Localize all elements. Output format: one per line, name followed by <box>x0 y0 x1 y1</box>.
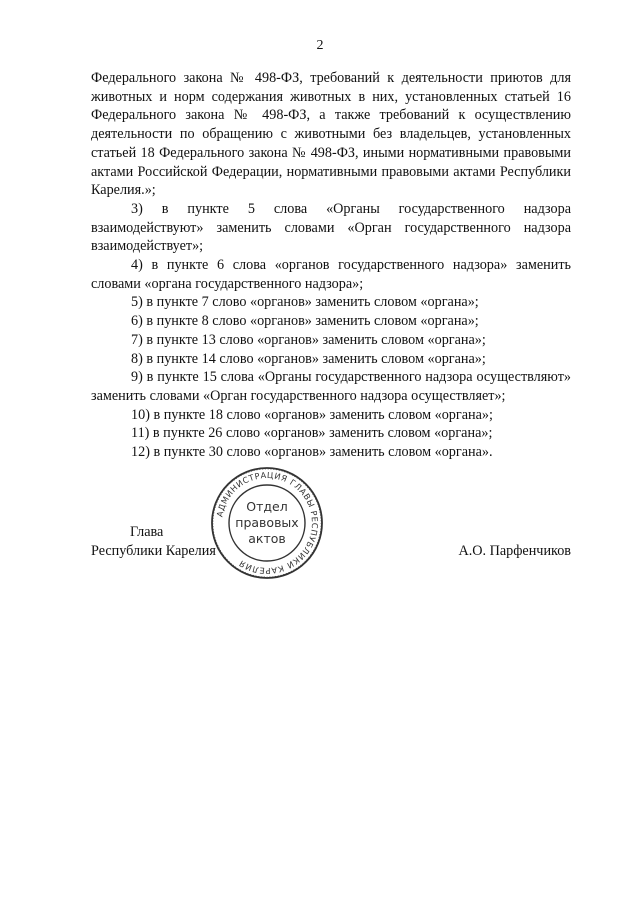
list-item-11: 11) в пункте 26 слово «органов» заменить словом «органа»; <box>131 425 493 442</box>
paragraph-continuation: Федерального закона № 498-ФЗ, требований к деятельности приютов для животных и норм содержания животных в них, установленных статьей 16 Федерального закона № 498-ФЗ, а также требований к осуществлению деятельности по обращению с животными без владельцев, установленных статьей 18 Федерального закона № 498-ФЗ, иными нормативными правовыми актами Российской Федерации, нормативными правовыми актами Республики Карелия.»; <box>91 70 571 199</box>
signature-title: Глава <box>130 524 164 540</box>
list-item-12: 12) в пункте 30 слово «органов» заменить словом «органа». <box>131 444 493 461</box>
signature-org: Республики Карелия <box>91 543 216 559</box>
official-stamp <box>210 466 324 580</box>
stamp-ring-text: АДМИНИСТРАЦИЯ ГЛАВЫ РЕСПУБЛИКИ КАРЕЛИЯ <box>214 469 321 577</box>
list-item-3: 3) в пункте 5 слова «Органы государственного надзора взаимодействуют» заменить словами «Орган государственного надзора взаимодействует»; <box>91 200 571 255</box>
list-item-5: 5) в пункте 7 слово «органов» заменить словом «органа»; <box>131 294 479 311</box>
stamp-line-1: Отдел <box>246 499 288 514</box>
stamp-line-2: правовых <box>235 515 299 530</box>
list-item-8: 8) в пункте 14 слово «органов» заменить словом «органа»; <box>131 350 486 367</box>
list-item-6: 6) в пункте 8 слово «органов» заменить словом «органа»; <box>131 313 479 330</box>
document-body <box>91 69 571 462</box>
list-item-4: 4) в пункте 6 слова «органов государственного надзора» заменить словами «органа государственного надзора»; <box>91 257 571 292</box>
list-item-10: 10) в пункте 18 слово «органов» заменить словом «органа»; <box>131 406 493 423</box>
stamp-line-3: актов <box>248 531 286 546</box>
signature-name: А.О. Парфенчиков <box>458 543 571 559</box>
list-item-7: 7) в пункте 13 слово «органов» заменить словом «органа»; <box>131 331 486 348</box>
list-item-9: 9) в пункте 15 слова «Органы государственного надзора осуществляют» заменить словами «Орган государственного надзора осуществляет»; <box>91 369 571 404</box>
page-number: 2 <box>316 38 324 53</box>
